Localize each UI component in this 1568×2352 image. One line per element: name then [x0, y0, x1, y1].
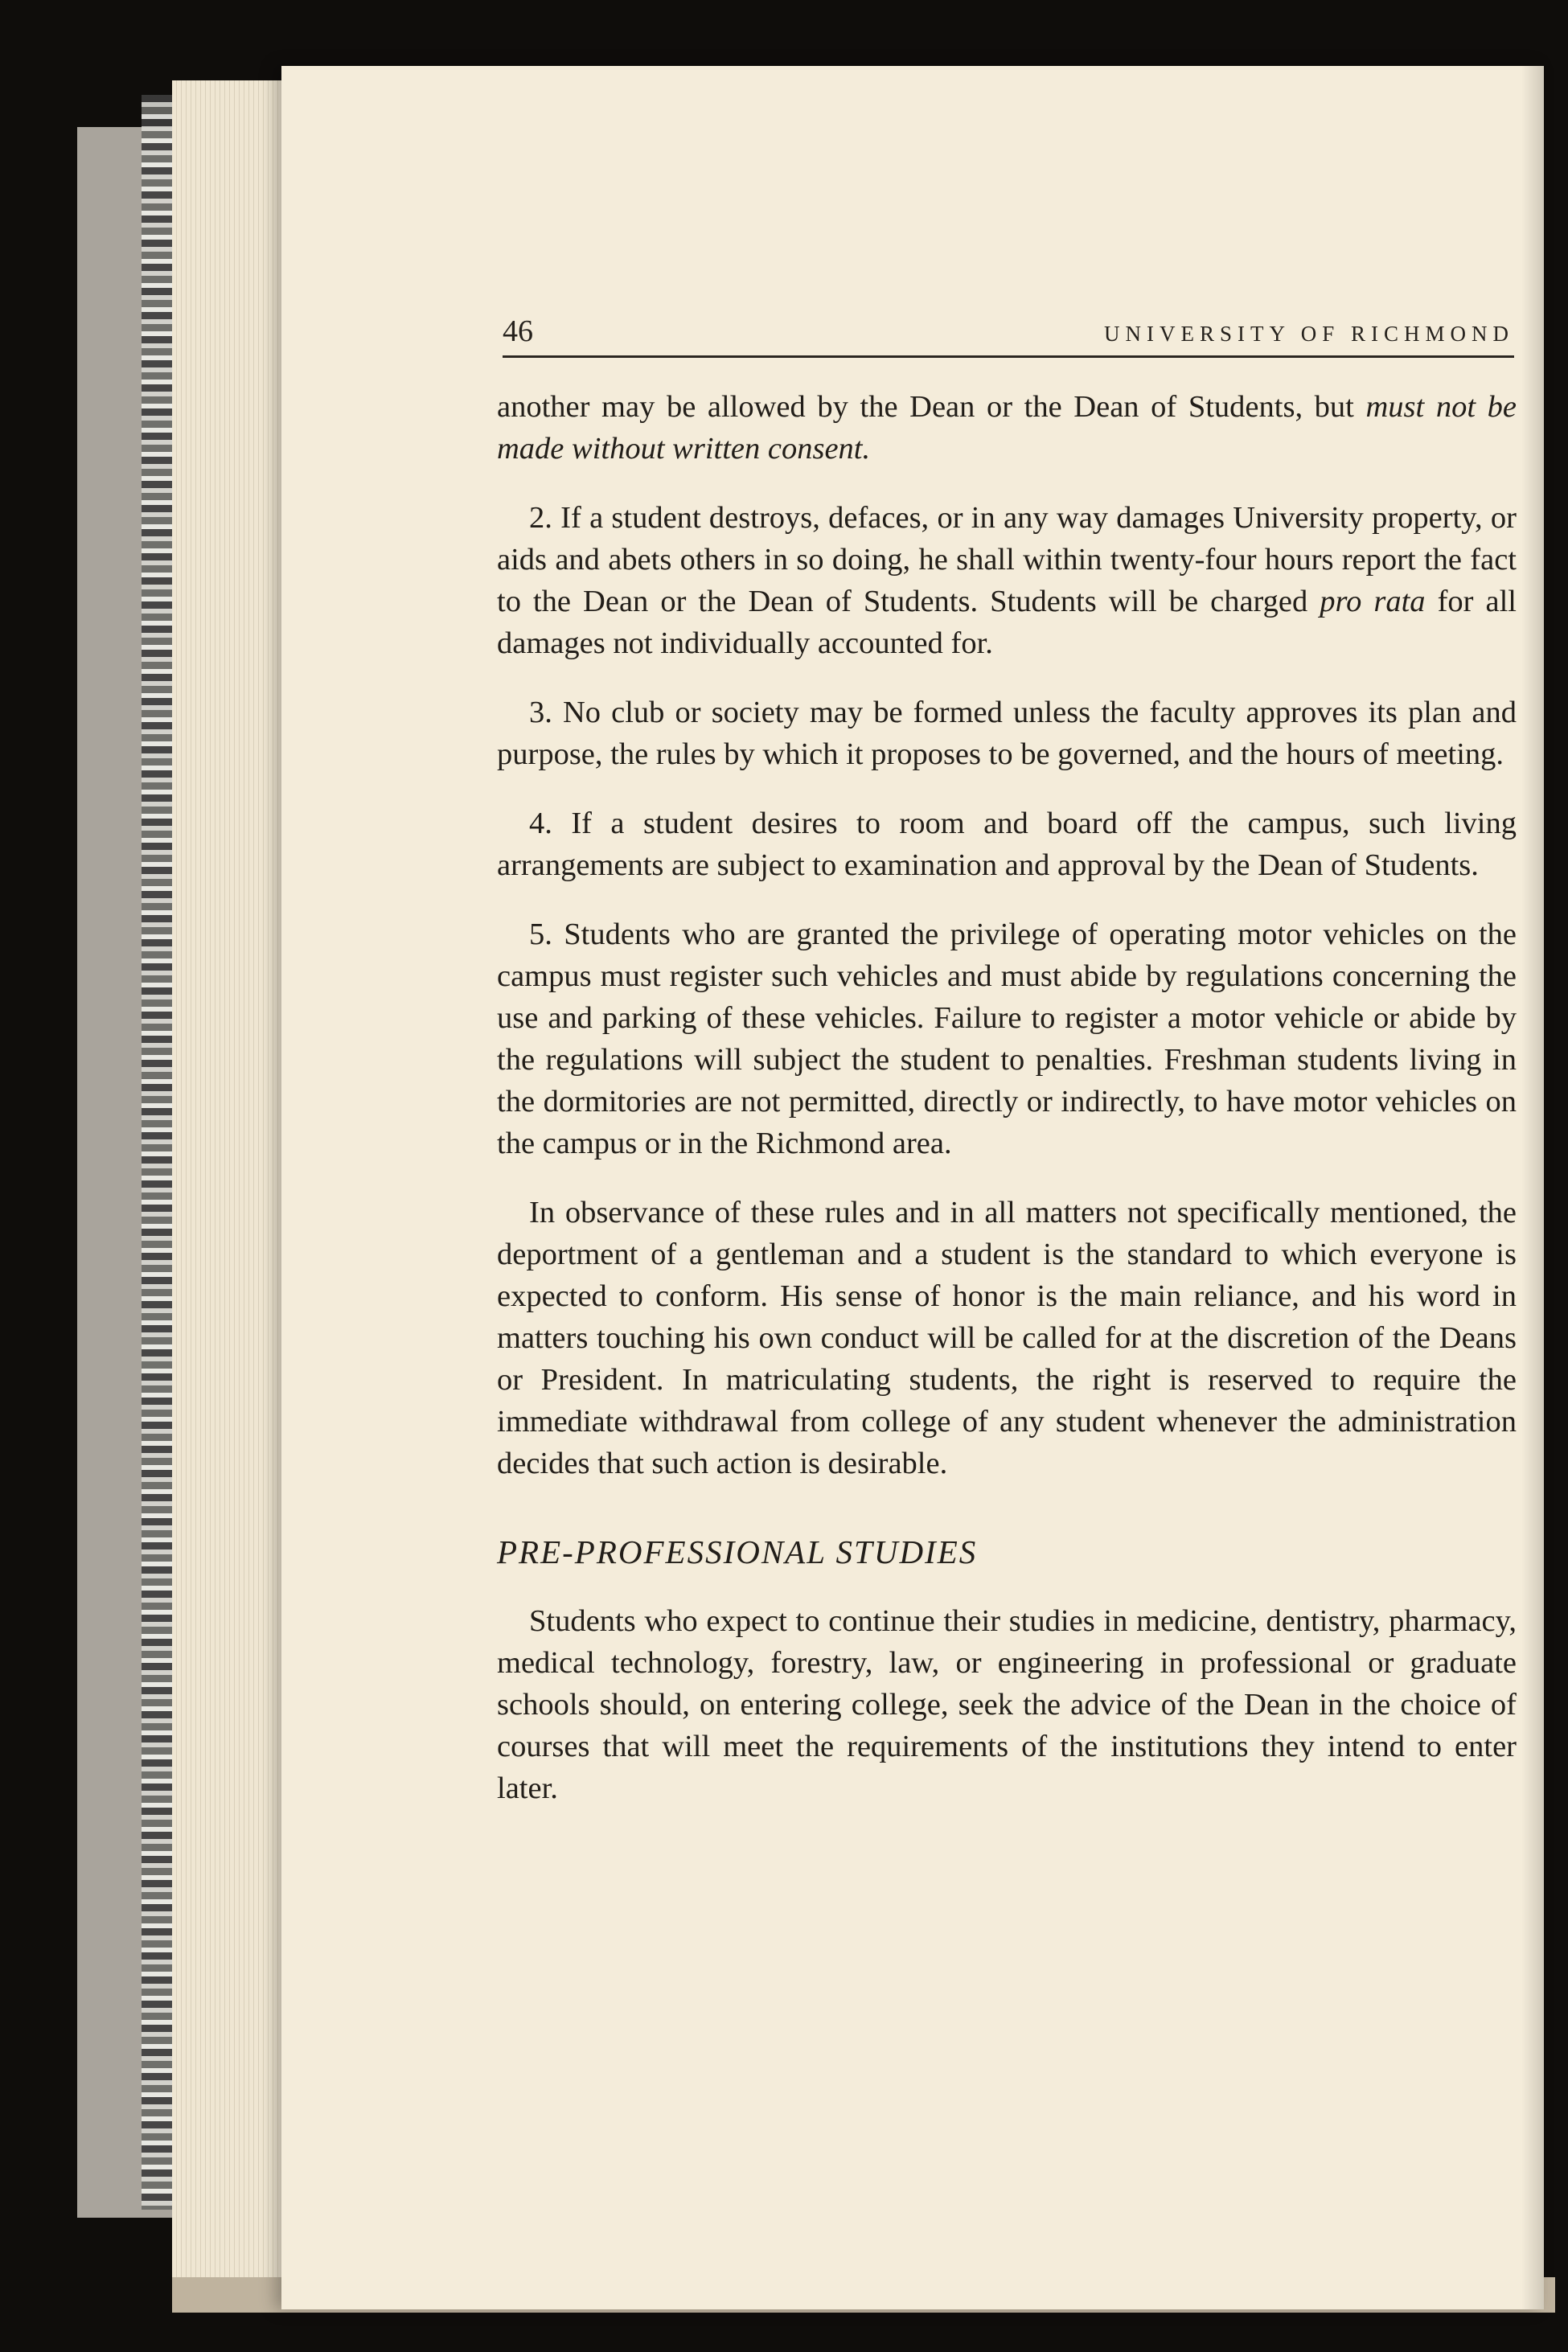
- paragraph-text: 2. If a student destroys, defaces, or in any way damages University property, or aids and abets others in so doing, he shall within twenty-four hours report the fact to the Dean or the Dean of Students. Students will be charged: [497, 501, 1517, 618]
- emphasis-text: must not be made without written consent.: [497, 390, 1517, 466]
- paragraph-continued: [497, 386, 1517, 470]
- paragraph-text: for all damages not individually accounted for.: [497, 585, 1517, 660]
- page-body: [497, 386, 1517, 1809]
- running-head: UNIVERSITY OF RICHMOND: [1103, 322, 1514, 346]
- conduct-paragraph: In observance of these rules and in all matters not specifically mentioned, the deportment of a gentleman and a student is the standard to which everyone is expected to conform. His sense of honor is the main reliance, and his word in matters touching his own conduct will be called for at the discretion of the Deans or President. In matriculating students, the right is reserved to require the immediate withdrawal from college of any student whenever the administration decides that such action is desirable.: [497, 1196, 1517, 1480]
- pre-professional-paragraph: Students who expect to continue their studies in medicine, dentistry, pharmacy, medical technology, forestry, law, or engineering in professional or graduate schools should, on entering college, seek the advice of the Dean in the choice of courses that will meet the requirements of the institutions they intend to enter later.: [497, 1604, 1517, 1805]
- rule-item-5: 5. Students who are granted the privilege of operating motor vehicles on the campus must register such vehicles and must abide by regulations concerning the use and parking of these vehicles. Failure to register a motor vehicle or abide by the regulations will subject the student to penalties. Freshman students living in the dormitories are not permitted, directly or indirectly, to have motor vehicles on the campus or in the Richmond area.: [497, 917, 1517, 1160]
- rule-item-3: 3. No club or society may be formed unless the faculty approves its plan and purpose, the rules by which it proposes to be governed, and the hours of meeting.: [497, 696, 1517, 771]
- header-rule: [503, 355, 1514, 358]
- page-number: 46: [503, 314, 533, 348]
- emphasis-text: pro rata: [1320, 585, 1426, 618]
- book-page: [281, 66, 1544, 2309]
- paragraph-text: another may be allowed by the Dean or the Dean of Students, but: [497, 390, 1366, 424]
- rule-item-2: [497, 497, 1517, 664]
- rule-item-4: 4. If a student desires to room and board off the campus, such living arrangements are subject to examination and approval by the Dean of Students.: [497, 807, 1517, 882]
- page-header: [503, 314, 1514, 354]
- section-heading: PRE-PROFESSIONAL STUDIES: [497, 1533, 978, 1570]
